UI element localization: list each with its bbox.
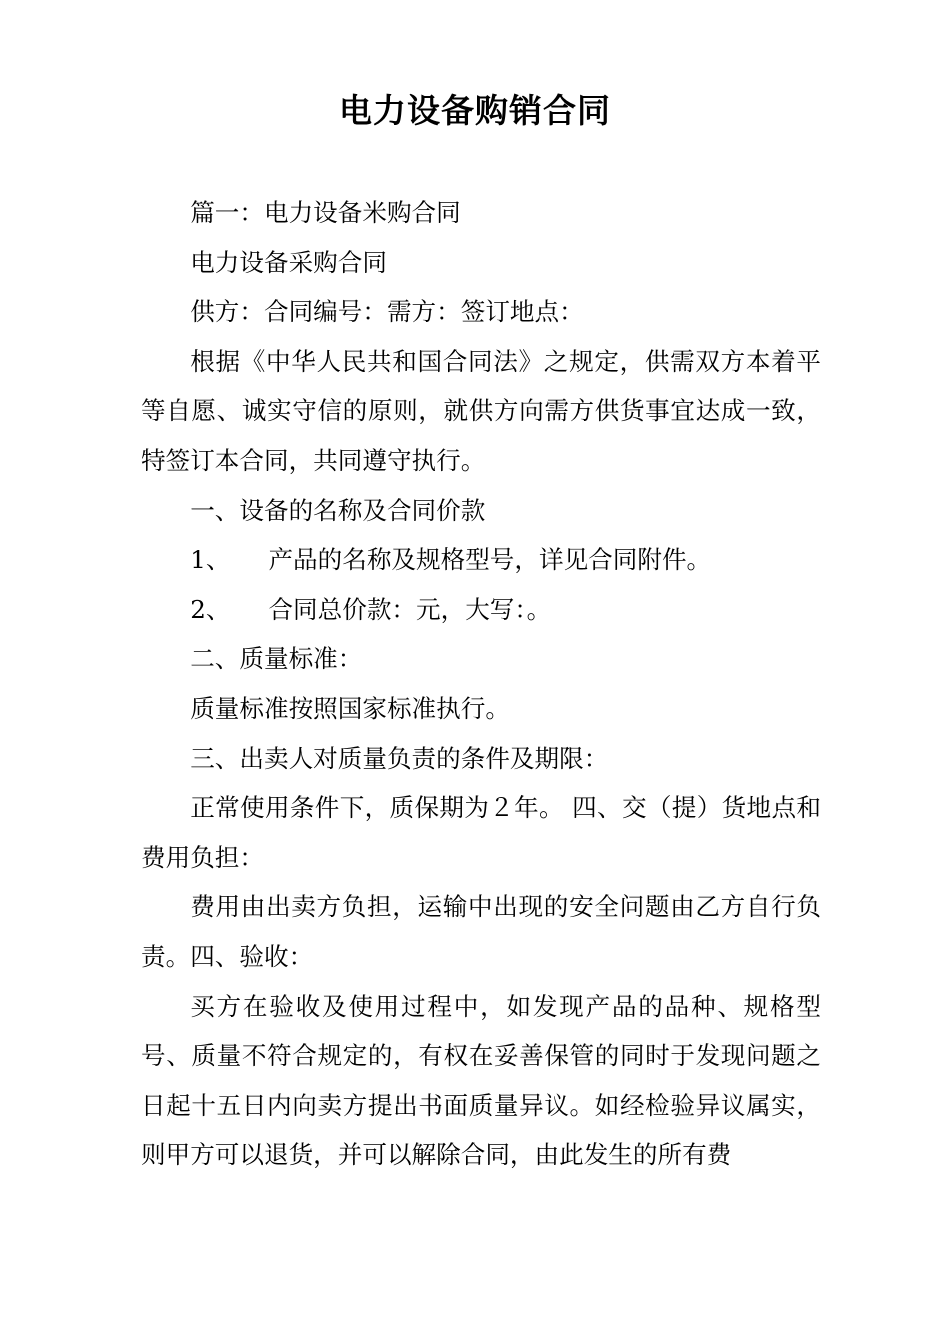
list-number: 2、 (190, 594, 231, 624)
list-item (141, 535, 821, 585)
list-item-text: 产品的名称及规格型号，详见合同附件。 (268, 545, 712, 575)
list-item-text: 合同总价款：元，大写：。 (268, 594, 552, 624)
list-item (141, 585, 821, 635)
document-body (141, 188, 821, 1180)
paragraph: 买方在验收及使用过程中，如发现产品的品种、规格型号、质量不符合规定的，有权在妥善保管的同时于发现问题之日起十五日内向卖方提出书面质量异议。如经检验异议属实，则甲方可以退货，并可以解除合同，由此发生的所有费 (141, 991, 821, 1170)
paragraph: 费用由出卖方负担，运输中出现的安全问题由乙方自行负责。四、验收： (141, 892, 821, 971)
document-title: 电力设备购销合同 (339, 91, 611, 130)
paragraph: 篇一：电力设备米购合同 (190, 198, 461, 227)
paragraph: 电力设备采购合同 (190, 247, 387, 277)
list-number: 1、 (190, 545, 231, 575)
paragraph: 质量标准按照国家标准执行。 (190, 693, 510, 723)
paragraph: 正常使用条件下，质保期为２年。 四、交（提）货地点和费用负担： (141, 793, 821, 872)
section-heading: 三、出卖人对质量负责的条件及期限： (190, 743, 609, 773)
section-heading: 二、质量标准： (190, 644, 363, 674)
paragraph: 根据《中华人民共和国合同法》之规定，供需双方本着平等自愿、诚实守信的原则，就供方向需方供货事宜达成一致，特签订本合同，共同遵守执行。 (141, 346, 821, 475)
paragraph: 供方：合同编号：需方：签订地点： (190, 297, 584, 327)
section-heading: 一、设备的名称及合同价款 (190, 495, 486, 525)
